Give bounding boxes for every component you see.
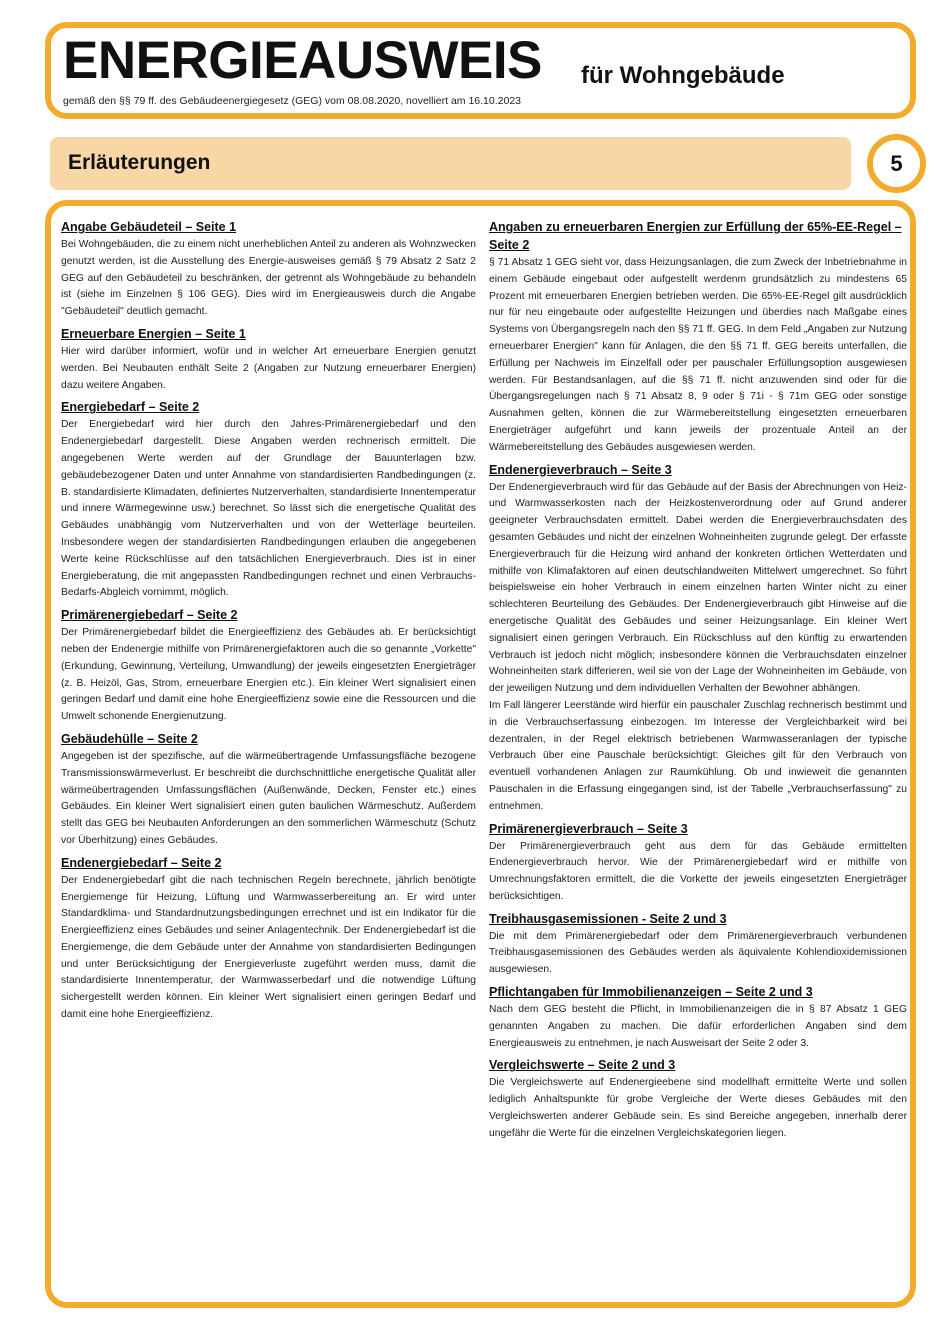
entry-heading: Gebäudehülle – Seite 2 [61, 731, 198, 746]
entry-text: Angegeben ist der spezifische, auf die wärmeübertragende Umfassungsfläche bezogene Transmissionswärmeverlust. Er beschreibt die durchschnittliche energetische Qualität aller wärmeübertragenden Umfassungsflächen (Außenwände, Decken, Fenster etc.) eines Gebäudes. Ein kleiner Wert signalisiert einen guten baulichen Wärmeschutz. Außerdem stellt das GEG bei Neubauten Anforderungen an den sommerlichen Wärmeschutz (Schutz vor Überhitzung) eines Gebäudes. [61, 750, 476, 846]
explanations-box [45, 200, 916, 1308]
entry-65-ee-regel [489, 218, 907, 457]
entry-text-continued: Im Fall längerer Leerstände wird hierfür ein pauschaler Zuschlag rechnerisch bestimmt und in die Verbrauchserfassung einbezogen. Im Interesse der Vergleichbarkeit wird bei dezentralen, in der Regel elektrisch betriebenen Warmwasseranlagen der typische Verbrauch über eine Pauschale berücksichtigt: Gleiches gilt für den Verbrauch von eventuell vorhandenen Anlagen zur Raumkühlung. Ob und inwieweit die genannten Pauschalen in die Erfassung eingegangen sind, ist der Tabelle „Verbrauchserfassung" zu entnehmen. [489, 699, 907, 812]
entry-text: Der Energiebedarf wird hier durch den Jahres-Primärenergiebedarf und den Endenergiebedarf dargestellt. Diese Angaben werden rechnerisch ermittelt. Die angegebenen Werte werden auf der Grundlage der Bauunterlagen bzw. gebäudebezogener Daten und unter Annahme von standardisierten Randbedingungen (z. B. standardisierte Klimadaten, definiertes Nutzerverhalten, standardisierte Innentemperatur und innere Wärmegewinne usw.) berechnet. So lässt sich die energetische Qualität des Gebäudes unabhängig vom Nutzerverhalten und von der Wetterlage beurteilen. Insbesondere wegen der standardisierten Randbedingungen erlauben die angegebenen Werte keine Rückschlüsse auf den tatsächlichen Energieverbrauch. Dies ist in einer Energieberatung, die mit angepassten Randbedingungen rechnet und einen Verbrauchs-Bedarfs-Abgleich vornimmt, möglich. [61, 419, 476, 599]
legal-basis-note: gemäß den §§ 79 ff. des Gebäudeenergiegesetz (GEG) vom 08.08.2020, novelliert am 16.10.2023 [63, 95, 522, 107]
left-column [61, 218, 476, 1028]
entry-gebaeudeteil [61, 218, 476, 321]
entry-text: Bei Wohngebäuden, die zu einem nicht unerheblichen Anteil zu anderen als Wohnzwecken genutzt werden, ist die Ausstellung des Energie-ausweises gemäß § 79 Absatz 2 Satz 2 GEG auf den Gebäudeteil zu beschränken, der getrennt als Wohngebäude zu behandeln ist (siehe im Einzelnen § 106 GEG). Dies wird im Energieausweis durch die Angabe "Gebäudeteil" deutlich gemacht. [61, 239, 476, 318]
entry-text: Hier wird darüber informiert, wofür und in welcher Art erneuerbare Energien genutzt werden. Bei Neubauten enthält Seite 2 (Angaben zur Nutzung erneuerbarer Energien) dazu weitere Angaben. [61, 345, 476, 391]
entry-energiebedarf [61, 398, 476, 602]
entry-text: Die mit dem Primärenergiebedarf oder dem Primärenergieverbrauch verbundenen Treibhausgasemissionen des Gebäudes werden als äquivalente Kohlendioxidemissionen ausgewiesen. [489, 930, 907, 976]
entry-pflichtangaben [489, 983, 907, 1052]
document-header [45, 22, 916, 119]
entry-heading: Endenergiebedarf – Seite 2 [61, 855, 222, 870]
entry-erneuerbare-energien [61, 325, 476, 394]
entry-heading: Treibhausgasemissionen - Seite 2 und 3 [489, 911, 727, 926]
section-title: Erläuterungen [68, 151, 211, 174]
entry-endenergieverbrauch [489, 461, 907, 816]
entry-treibhausgasemissionen [489, 910, 907, 979]
entry-heading: Vergleichswerte – Seite 2 und 3 [489, 1058, 676, 1073]
entry-text: Der Primärenergieverbrauch geht aus dem für das Gebäude ermittelten Endenergieverbrauch hervor. Wie der Primärenergiebedarf wird er mithilfe von Umrechnungsfaktoren ermittelt, die die Vorkette der jeweils eingesetzten Energieträger berücksichtigen. [489, 840, 907, 902]
entry-text: Der Endenergiebedarf gibt die nach technischen Regeln berechnete, jährlich benötigte Energiemenge für Heizung, Lüftung und Warmwasserbereitung an. Er wird unter Standardklima- und Standardnutzungsbedingungen errechnet und ist ein Indikator für die Energieeffizienz eines Gebäudes und seiner Anlagentechnik. Der Endenergiebedarf ist die Energiemenge, die dem Gebäude unter der Annahme von standardisierten Bedingungen und unter Berücksichtigung der Energieverluste zugeführt werden muss, damit die standardisierte Innentemperatur, der Warmwasserbedarf und die notwendige Lüftung sichergestellt werden können. Ein kleiner Wert signalisiert einen geringen Bedarf und damit eine hohe Energieeffizienz. [61, 874, 476, 1021]
entry-heading: Primärenergiebedarf – Seite 2 [61, 608, 238, 623]
entry-heading: Angabe Gebäudeteil – Seite 1 [61, 220, 237, 234]
entry-text: Der Endenergieverbrauch wird für das Gebäude auf der Basis der Abrechnungen von Heiz- und Warmwasserkosten nach der Heizkostenverordnung oder auf Grund anderer geeigneter Verbrauchsdaten ermittelt. Dabei werden die Energieverbrauchsdaten des gesamten Gebäudes und nicht der einzelnen Wohneinheiten zugrunde gelegt. Der erfasste Energieverbrauch für die Heizung wird anhand der konkreten örtlichen Wetterdaten und mithilfe von Klimafaktoren auf einen deutschlandweiten Mittelwert umgerechnet. So führt beispielsweise ein hoher Verbrauch in einem einzelnen harten Winter nicht zu einer schlechteren Beurteilung des Gebäudes. Der Endenergieverbrauch gibt Hinweise auf die energetische Qualität des Gebäudes und seiner Heizungsanlage. Ein kleiner Wert signalisiert einen geringen Verbrauch. Ein Rückschluss auf den künftig zu erwartenden Verbrauch ist jedoch nicht möglich; insbesondere können die Verbrauchsdaten einzelner Wohneinheiten stark differieren, weil sie von der Lage der Wohneinheiten im Gebäude, von der jeweiligen Nutzung und dem individuellen Verhalten der Bewohner abhängen. [489, 481, 907, 695]
entry-heading: Erneuerbare Energien – Seite 1 [61, 326, 246, 341]
entry-heading: Angaben zu erneuerbaren Energien zur Erfüllung der 65%-EE-Regel – Seite 2 [489, 220, 902, 252]
entry-text: § 71 Absatz 1 GEG sieht vor, dass Heizungsanlagen, die zum Zweck der Inbetriebnahme in einem Gebäude eingebaut oder aufgestellt werdenm grundsätzlich zu mindestens 65 Prozent mit erneuerbaren Energien betrieben werden. Die 65%-EE-Regel gilt ausdrücklich nur für neu eingebaute oder aufgestellte Heizungen und überdies nach Maßgabe eines Systems von Übergangsregeln nach den §§ 71 ff. GEG. In dem Feld „Angaben zur Nutzung erneuerbarer Energien" kann für Anlagen, die den §§ 71 ff. GEG bereits unterfallen, die Erfüllung per Nachweis im Einzelfall oder per pauschaler Erfüllungsoption ausgewiesen werden. Für Bestandsanlagen, auf die §§ 71 ff. nicht anzuwenden sind oder für die Übergangsregelungen nach § 71 Absatz 8, 9 oder § 71i - § 71m GEG oder sonstige Ausnahmen gelten, können die zur Wärmebereitstellung eingesetzten erneuerbaren Energieträger aufgeführt und kann jeweils der prozentuale Anteil an der Wärmebereitstellung des Gebäudes ausgewiesen werden. [489, 257, 907, 453]
entry-vergleichswerte [489, 1056, 907, 1142]
entry-heading: Endenergieverbrauch – Seite 3 [489, 462, 672, 477]
entry-heading: Energiebedarf – Seite 2 [61, 400, 200, 415]
entry-endenergiebedarf [61, 854, 476, 1024]
document-title: ENERGIEAUSWEIS [63, 31, 542, 90]
entry-primaerenergiebedarf [61, 606, 476, 726]
section-bar [50, 137, 851, 190]
right-column [489, 218, 907, 1147]
entry-heading: Primärenergieverbrauch – Seite 3 [489, 821, 688, 836]
entry-gebaeudehuelle [61, 730, 476, 850]
entry-heading: Pflichtangaben für Immobilienanzeigen – Seite 2 und 3 [489, 985, 813, 1000]
entry-text: Nach dem GEG besteht die Pflicht, in Immobilienanzeigen die in § 87 Absatz 1 GEG genannten Angaben zu machen. Die dafür erforderlichen Angaben sind dem Energieausweis zu entnehmen, je nach Ausweisart der Seite 2 oder 3. [489, 1004, 907, 1049]
page-number-badge: 5 [867, 134, 926, 193]
entry-text: Der Primärenergiebedarf bildet die Energieeffizienz des Gebäudes ab. Er berücksichtigt neben der Endenergie mithilfe von Primärenergiefaktoren auch die so genannte „Vorkette" (Erkundung, Gewinnung, Verteilung, Umwandlung) der jeweils eingesetzten Energieträger (z. B. Heizöl, Gas, Strom, erneuerbare Energien etc.). Ein kleiner Wert signalisiert einen geringen Bedarf und damit eine hohe Energieeffizienz sowie eine die Ressourcen und die Umwelt schonende Energienutzung. [61, 627, 476, 723]
entry-text: Die Vergleichswerte auf Endenergieebene sind modellhaft ermittelte Werte und sollen lediglich Anhaltspunkte für grobe Vergleiche der Werte dieses Gebäudes mit den Vergleichswerten anderer Gebäude sein. Es sind Bereiche angegeben, innerhalb derer ungefähr die Werte für die einzelnen Vergleichskategorien liegen. [489, 1077, 907, 1139]
entry-primaerenergieverbrauch [489, 820, 907, 906]
document-subtitle: für Wohngebäude [581, 62, 785, 89]
